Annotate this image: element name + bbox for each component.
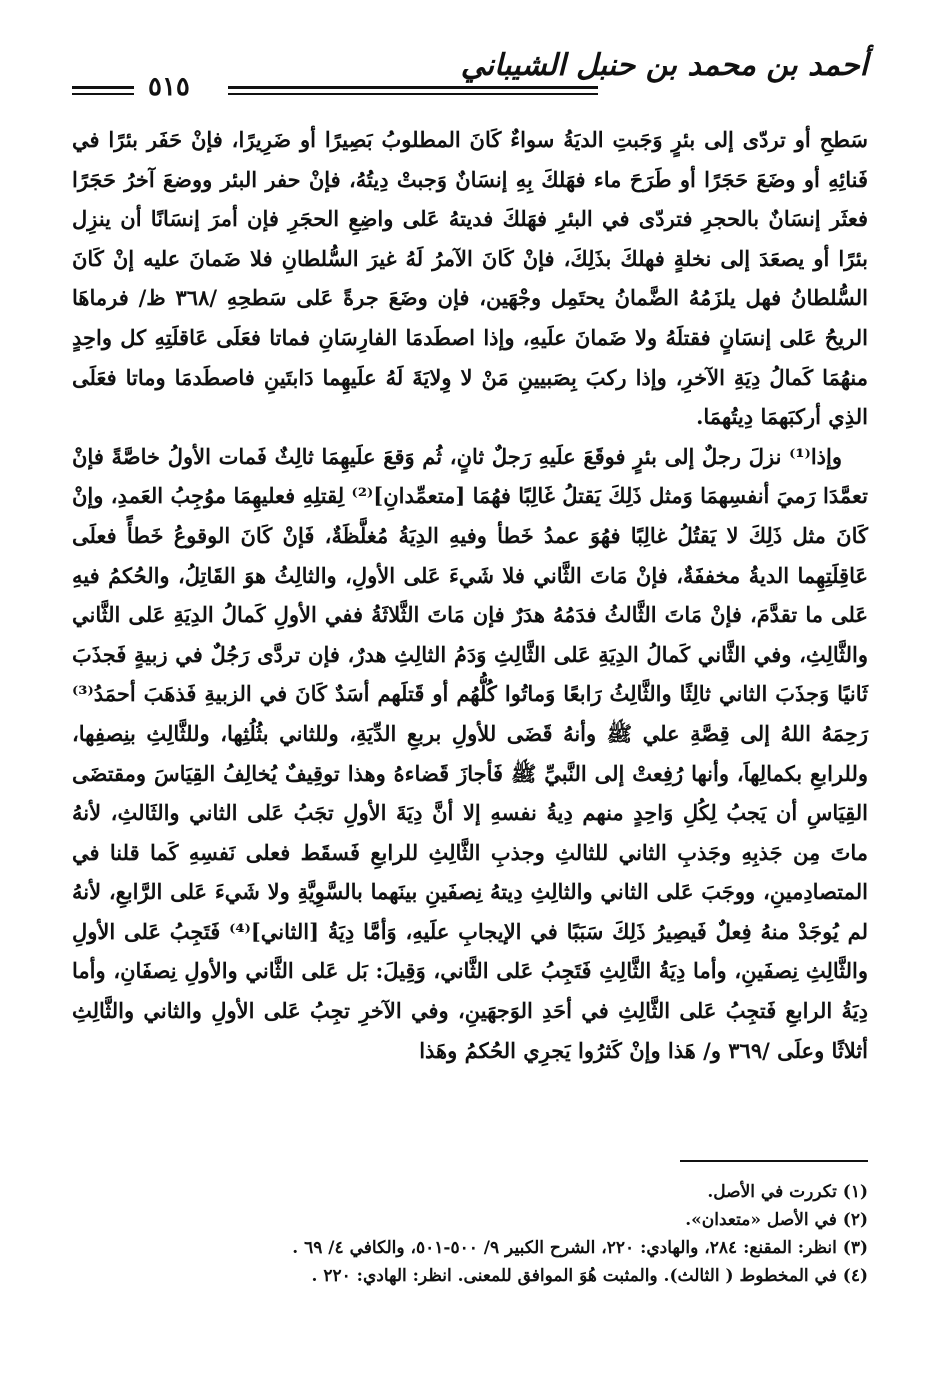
- paragraph-1: سَطحِ أو تردّى إلى بئرٍ وَجَبتِ الديَةُ سواءٌ كَانَ المطلوبُ بَصِيرًا أو ضَرِيرًا، فإنْ حَفَر بئرًا في فَنائِهِ أو وضَعَ حَجَرًا أو طَرَحَ ماء فهَلكَ بِهِ إنسَانٌ وَجبتْ دِيتُهُ، فإنْ حفر البئر ووضعَ آخرُ حَجَرًا فعثَر إنسَانٌ بالحجرِ فتردّى في البئرِ فهَلكَ فديتهُ عَلى واضِعِ الحجَرِ فإن أمرَ إنسَانًا أن ينزِل بئرًا أو يصعَدَ إلى نخلةٍ فهلكَ بذَلِكَ، فإنْ كَانَ الآمرُ لَهُ غيرَ السُّلطانِ فلا ضَمانَ عليه إنْ كَانَ السُّلطانُ فهل يلزَمُهُ الضَّمانُ يحتَمِل وجْهَين، فإن وضَعَ جرةً عَلى سَطحِهِ /٣٦٨ ظ/ فرماهَا الريحُ عَلى إنسَانٍ فقتلَهُ ولا ضَمانَ علَيهِ، وإذا اصطَدمَا الفارِسَانِ فماتا فعَلَى عَاقلَتِهِ كل واحِدٍ منهُمَا كَمالُ دِيَةِ الآخرِ، وإذا ركبَ بِصَبيينِ مَنْ لا وِلايَةَ لَهُ علَيهِما دَابتَينِ فاصطَدمَا وماتا فعَلَى الذِي أركبَهمَا دِيتُهمَا.: [72, 127, 868, 430]
- footnote-1: (١) تكررت في الأصل.: [707, 1182, 868, 1202]
- footnote-2: (٢) في الأصل «متعدان».: [685, 1210, 868, 1230]
- running-header: [72, 42, 868, 100]
- footnote-4: (٤) في المخطوط ( الثالث). والمثبت هُوَ الموافق للمعنى. انظر: الهادي: ٢٢٠ .: [311, 1266, 868, 1286]
- footnotes: [72, 1178, 868, 1290]
- header-rule-right: [228, 86, 598, 95]
- main-text: [72, 120, 868, 1070]
- paragraph-2: وإذا⁽¹⁾ نزلَ رجلٌ إلى بئرٍ فوقَعَ علَيهِ رَجلٌ ثانٍ، ثُم وَقعَ علَيهِمَا ثالِثٌ فَمات الأولُ خاصَّةً فإنْ تعمَّدَا رَميَ أنفسِهمَا وَمثل ذَلِكَ يَقتلُ غَالِبًا فهُمَا [متعمِّدانِ]⁽²⁾ لِقتلِهِ فعليهِمَا موُجِبُ العَمدِ، وإنْ كَانَ مثل ذَلِكَ لا يَقتُلُ غالِبًا فهُوَ عمدُ خَطأ وفيهِ الدِيَةُ مُغلَّظَةٌ، فَإنْ كَانَ الوقوعُ خَطأً فعلَى عَاقِلَتِهِما الديةُ مخففَةٌ، فإنْ مَاتَ الثَّاني فلا شَيءَ عَلى الأولِ، والثالِثُ هوَ القَاتِلُ، والحُكمُ فيهِ عَلى ما تقدَّمَ، فإنْ مَاتَ الثَّالثُ فدَمُهُ هدَرٌ فإن مَاتَ الثَّلاثَةُ ففي الأولِ كَمالُ الدِيَةِ عَلى الثَّاني والثَّالِثِ، وفي الثَّاني كَمالُ الدِيَةِ عَلى الثَّالِثِ وَدَمُ الثالِثِ هدرٌ، فإن تردَّى رَجُلٌ في زبيةٍ فَجذَبَ ثَانيًا وَجذَبَ الثاني ثالِثًا والثَّالِثُ رَابعًا وَماتُوا كُلُّهُم أو قَتلَهم أسَدٌ كَانَ في الزبيةِ فَذهَبَ أحمَدُ⁽³⁾ رَحِمَهُ اللهُ إلى قِصَّةِ علي ﷺ وأنهُ قَضَى للأولِ بربعِ الدِّيَةِ، وللثاني بثُلُثِها، وللثَّالِثِ بنِصفِها، وللرابعِ بكمالِهاَ، وأنها رُفِعتْ إلى النَّبيِّ ﷺ فَأجازَ قَضاءهُ وهذا توقِيفٌ يُخالِفُ القِيَاسَ ومقتضَى القِيَاسِ أن يَجبُ لِكُلِ وَاحِدٍ منهم دِيةُ نفسهِ إلا أنَّ دِيَةَ الأولِ تجَبُ عَلى الثاني والثَالثِ، لأنهُ ماتَ مِن جَذبِهِ وجَذبِ الثاني للثالثِ وجذبِ الثَّالِثِ للرابعِ فَسقَط فعلى نَفسِهِ كَما قلنا في المتصادِمينِ، ووجَبَ عَلى الثاني والثالِثِ دِيتهُ نِصفَينِ بينَهما بالسَّوِيَّةِ ولا شَيءَ عَلى الرَّابعِ، لأنهُ لم يُوجَدْ منهُ فِعلٌ فَيصِيرُ ذَلِكَ سَبَبًا في الإيجابِ علَيهِ، وَأمَّا دِيَةُ [الثاني]⁽⁴⁾ فَتَجِبُ عَلى الأولِ والثَّالِثِ نِصفَينِ، وأما دِيَةُ الثَّالِثِ فَتَجِبُ عَلى الثَّاني، وَقِيلَ: بَل عَلى الثَّاني والأولِ نِصفَانِ، وأما دِيَةُ الرابعِ فَتجِبُ عَلى الثَّالِثِ في أحَدِ الوَجهَينِ، وفي الآخرِ تجِبُ عَلى الأولِ والثاني والثَّالِثِ أثلاثًا وعلَى /٣٦٩ و/ هَذا وإنْ كَثرُوا يَجرِي الحُكمُ وهَذا: [72, 443, 869, 1063]
- footnote-divider: [680, 1160, 868, 1162]
- header-rule-left: [72, 86, 134, 95]
- header-title: أحمد بن محمد بن حنبل الشيباني: [460, 48, 868, 83]
- page-number: ٥١٥: [148, 72, 190, 102]
- footnote-3: (٣) انظر: المقنع: ٢٨٤، والهادي: ٢٢٠، الشرح الكبير ٩/ ٥٠٠-٥٠١، والكافي ٤/ ٦٩ .: [292, 1238, 868, 1258]
